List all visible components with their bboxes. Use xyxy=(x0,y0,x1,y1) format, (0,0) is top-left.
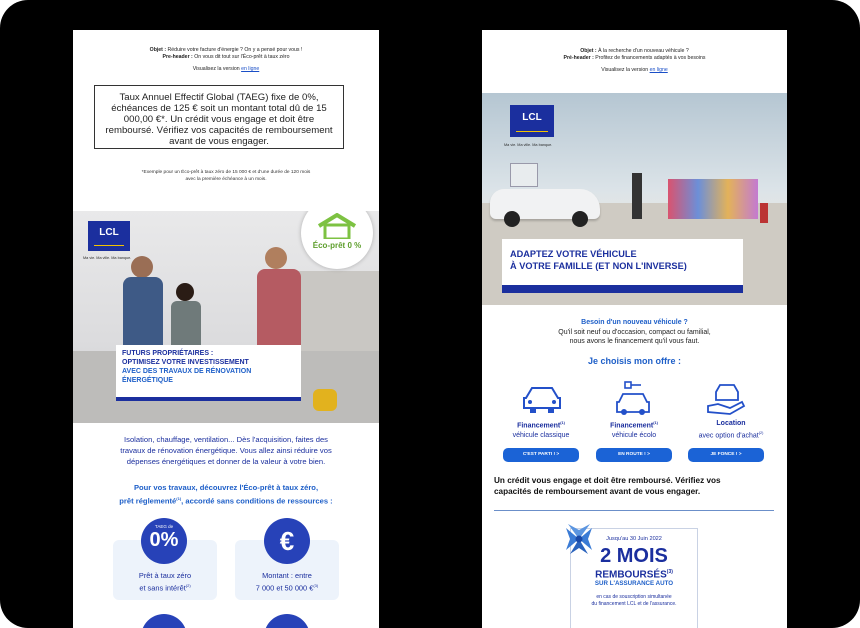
view-online-link[interactable]: en ligne xyxy=(241,66,260,72)
email-right xyxy=(482,30,787,628)
divider xyxy=(494,510,774,511)
subject-text: Réduire votre facture d'énergie ? On y a pensé pour vous ! xyxy=(167,47,303,53)
subject-label: Objet : xyxy=(149,47,167,53)
lcl-tagline: Ma vie. Ma ville. Ma banque. xyxy=(504,143,553,147)
car-wheel xyxy=(504,211,520,227)
view-online xyxy=(73,66,379,73)
euro-icon: € xyxy=(279,526,295,556)
view-online-link[interactable]: en ligne xyxy=(649,67,668,73)
luggage-pile xyxy=(668,179,758,219)
child xyxy=(760,203,768,223)
lcl-tagline: Ma vie. Ma ville. Ma banque. xyxy=(83,256,132,260)
person-body xyxy=(257,269,301,357)
card-taux-zero-label: Prêt à taux zéro et sans intérêt$^{(2)}$ xyxy=(138,571,192,593)
taeg-text: Taux Annuel Effectif Global (TAEG) fixe de 0%, échéances de 125 € soit un montant total dû de 15 000,00 €*. Un crédit vous engage et doit être remboursé. Vérifiez vos capacités de remboursement avant de vous engager. xyxy=(105,92,333,147)
next-circle xyxy=(141,614,187,628)
choose-title: Je choisis mon offre : xyxy=(587,356,682,366)
offer-label-3: Location avec option d'achat$^{(2)}$ xyxy=(698,420,764,439)
offer-label-2: Financement$^{(1)}$ véhicule écolo xyxy=(610,421,658,439)
email-left xyxy=(73,30,379,628)
person-head xyxy=(131,256,153,278)
promo-headline: 2 MOIS xyxy=(600,545,668,567)
toolbox xyxy=(313,389,337,411)
offer-button-classique[interactable]: C'EST PARTI ! > xyxy=(503,448,579,462)
preheader-line xyxy=(73,54,379,61)
lcl-logo: LCL xyxy=(88,221,130,251)
subject-text: À la recherche d'un nouveau véhicule ? xyxy=(598,48,689,54)
preheader-line xyxy=(482,55,787,62)
person-head xyxy=(176,283,194,301)
car-front-icon xyxy=(520,384,564,414)
taeg-circle: TAEG de 0% xyxy=(141,518,187,564)
next-circle xyxy=(264,614,310,628)
lcl-logo: LCL xyxy=(510,105,554,137)
offer-button-ecolo[interactable]: EN ROUTE ! > xyxy=(596,448,672,462)
lifeguard-tower xyxy=(510,163,538,187)
card-montant-label: Montant : entre 7 000 et 50 000 €$^{(3)}$ xyxy=(255,571,319,593)
view-online-prefix: Visualisez la version xyxy=(192,66,240,72)
hero-image-family-car xyxy=(482,93,787,305)
car-wheel xyxy=(572,211,588,227)
promo-date: Jusqu'au 30 Juin 2022 xyxy=(606,536,662,542)
promo-subheadline: REMBOURSÉS$^{(3)}$ xyxy=(595,569,673,581)
electric-car-icon xyxy=(613,380,653,416)
eco-pret-intro: Pour vos travaux, découvrez l'Éco-prêt à taux zéro, prêt réglementé$^{(1)}$, accordé sans conditions de ressources : xyxy=(119,483,333,506)
person-head xyxy=(265,247,287,269)
view-online-prefix: Visualisez la version xyxy=(601,67,649,73)
car-in-hand-icon xyxy=(706,380,746,416)
promo-note: en cas de souscription simultanée du financement LCL et de l'assurance. xyxy=(591,594,677,607)
subject-line xyxy=(73,47,379,54)
hero-banner: ADAPTEZ VOTRE VÉHICULE À VOTRE FAMILLE (ET NON L'INVERSE) xyxy=(502,239,743,293)
need-block: Besoin d'un nouveau véhicule ? Qu'il soit neuf ou d'occasion, compact ou familial, nous avons le financement qu'il vous faut. xyxy=(558,319,711,345)
person xyxy=(632,173,642,219)
eco-pret-badge: Éco-prêt 0 % xyxy=(301,211,373,269)
taeg-box xyxy=(94,85,344,149)
intro-text: Isolation, chauffage, ventilation... Dès l'acquisition, faites des travaux de rénovation énergétique. Vous allez ainsi réduire vos dépenses énergétiques et donner de la valeur à votre bien. xyxy=(120,435,332,466)
hero-image-renovation xyxy=(73,211,379,423)
subject-line xyxy=(482,48,787,55)
preheader-text: On vous dit tout sur l'Éco-prêt à taux zéro xyxy=(194,54,290,60)
subject-label: Objet : xyxy=(580,48,597,54)
euro-circle xyxy=(264,518,310,564)
preheader-label: Pré-header : xyxy=(563,55,594,61)
promo-small: SUR L'ASSURANCE AUTO xyxy=(594,580,674,588)
view-online xyxy=(482,67,787,74)
hero-banner: FUTURS PROPRIÉTAIRES : OPTIMISEZ VOTRE INVESTISSEMENT AVEC DES TRAVAUX DE RÉNOVATION ÉNERGÉTIQUE xyxy=(116,345,301,397)
preheader-text: Profitez de financements adaptés à vos besoins xyxy=(595,55,706,61)
house-icon xyxy=(316,213,358,239)
offer-label-1: Financement$^{(1)}$ véhicule classique xyxy=(512,421,570,439)
ribbon-bow-icon xyxy=(562,522,596,556)
offer-button-location[interactable]: JE FONCE ! > xyxy=(688,448,764,462)
footnote: *Exemple pour un Éco-prêt à taux zéro de 15 000 € et d'une durée de 120 mois avec la première échéance à un mois. xyxy=(141,170,311,182)
credit-warning: Un crédit vous engage et doit être remboursé. Vérifiez vos capacités de remboursement avant de vous engager. xyxy=(494,476,721,496)
preheader-label: Pre-header : xyxy=(162,54,193,60)
